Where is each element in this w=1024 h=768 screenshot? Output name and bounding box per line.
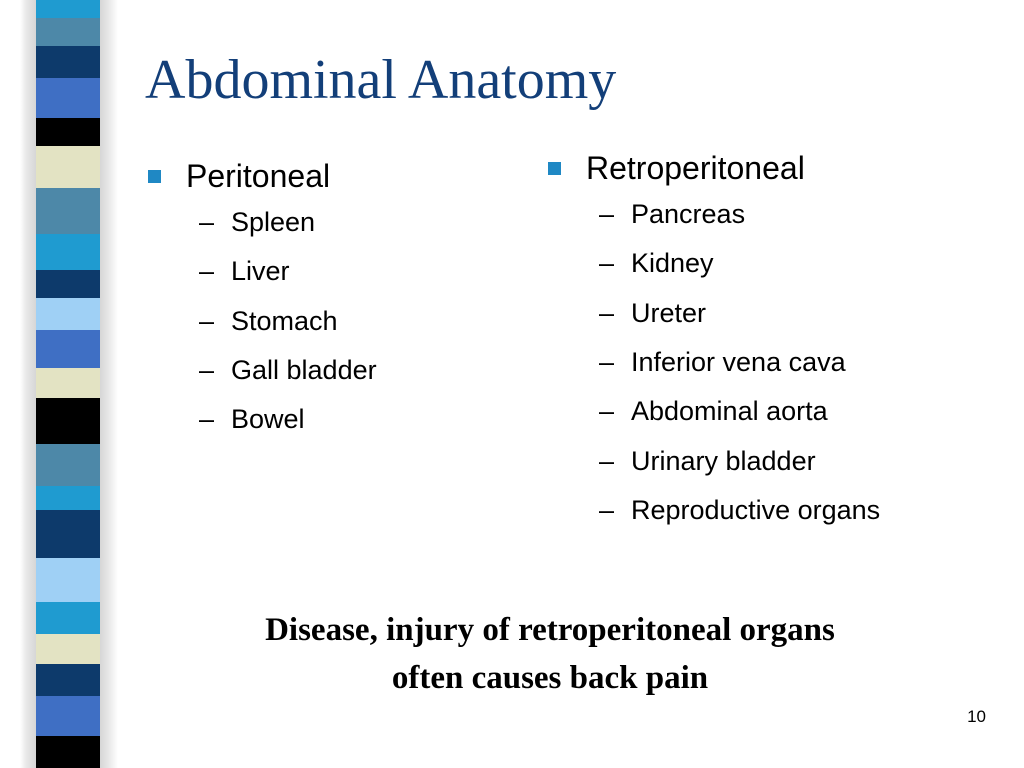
- heading-text: Peritoneal: [186, 158, 331, 194]
- stripe-block: [36, 78, 100, 118]
- heading-text: Retroperitoneal: [586, 150, 805, 186]
- stripe-block: [36, 188, 100, 234]
- dash-marker: –: [599, 248, 615, 279]
- stripe-block: [36, 602, 100, 634]
- item-text: Pancreas: [631, 199, 746, 230]
- item-text: Abdominal aorta: [631, 396, 828, 427]
- stripe-block: [36, 298, 100, 330]
- dash-marker: –: [199, 355, 215, 386]
- stripe-block: [36, 444, 100, 486]
- dash-marker: –: [199, 207, 215, 238]
- dash-marker: –: [599, 494, 615, 525]
- list-item: [599, 387, 988, 436]
- list-item: [599, 486, 988, 535]
- decorative-stripe-bar: [0, 0, 118, 768]
- dash-marker: –: [199, 256, 215, 287]
- stripe-block: [36, 558, 100, 602]
- list-item: [199, 395, 508, 444]
- slide-title: Abdominal Anatomy: [145, 49, 617, 111]
- item-text: Reproductive organs: [631, 494, 881, 525]
- peritoneal-list: [148, 198, 508, 444]
- color-stripes: [36, 0, 100, 768]
- item-text: Stomach: [231, 305, 338, 336]
- dash-marker: –: [599, 347, 615, 378]
- bullet-square-icon: [548, 162, 561, 175]
- stripe-block: [36, 736, 100, 768]
- retroperitoneal-heading: [548, 146, 988, 190]
- dash-marker: –: [599, 297, 615, 328]
- item-text: Bowel: [231, 404, 305, 435]
- retroperitoneal-column: [548, 146, 988, 535]
- list-item: [199, 198, 508, 247]
- stripe-block: [36, 330, 100, 368]
- item-text: Kidney: [631, 248, 714, 279]
- dash-marker: –: [199, 404, 215, 435]
- list-item: [599, 338, 988, 387]
- stripe-block: [36, 146, 100, 188]
- peritoneal-column: [148, 154, 508, 444]
- retroperitoneal-list: [548, 190, 988, 535]
- stripe-block: [36, 234, 100, 270]
- dash-marker: –: [599, 396, 615, 427]
- page-number: 10: [967, 707, 986, 726]
- stripe-block: [36, 486, 100, 510]
- dash-marker: –: [599, 445, 615, 476]
- item-text: Ureter: [631, 297, 707, 328]
- item-text: Inferior vena cava: [631, 347, 846, 378]
- list-item: [199, 247, 508, 296]
- stripe-block: [36, 696, 100, 736]
- stripe-block: [36, 510, 100, 558]
- stripe-block: [36, 368, 100, 398]
- emphasis-note: [150, 606, 950, 702]
- list-item: [599, 190, 988, 239]
- item-text: Urinary bladder: [631, 445, 816, 476]
- stripe-block: [36, 18, 100, 46]
- list-item: [599, 289, 988, 338]
- stripe-block: [36, 634, 100, 664]
- note-line-1: Disease, injury of retroperitoneal organs: [265, 612, 835, 648]
- dash-marker: –: [199, 305, 215, 336]
- item-text: Liver: [231, 256, 290, 287]
- item-text: Gall bladder: [231, 355, 377, 386]
- stripe-block: [36, 664, 100, 696]
- list-item: [599, 436, 988, 485]
- bullet-square-icon: [148, 170, 161, 183]
- stripe-block: [36, 270, 100, 298]
- item-text: Spleen: [231, 207, 316, 238]
- stripe-block: [36, 398, 100, 444]
- stripe-block: [36, 0, 100, 18]
- stripe-block: [36, 46, 100, 78]
- list-item: [599, 239, 988, 288]
- dash-marker: –: [599, 199, 615, 230]
- stripe-block: [36, 118, 100, 146]
- peritoneal-heading: [148, 154, 508, 198]
- list-item: [199, 297, 508, 346]
- list-item: [199, 346, 508, 395]
- note-line-2: often causes back pain: [391, 660, 709, 696]
